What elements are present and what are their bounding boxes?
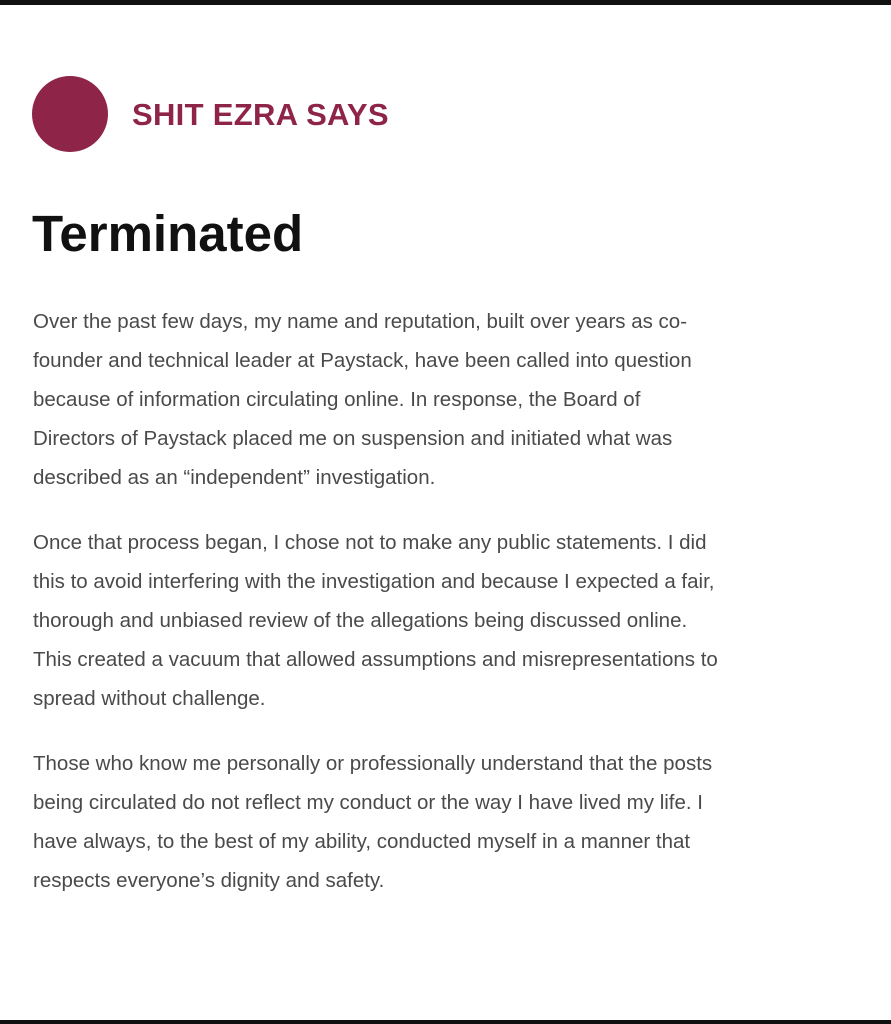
paragraph <box>33 302 875 497</box>
text-line: being circulated do not reflect my conduct or the way I have lived my life. I <box>33 791 703 814</box>
text-line: founder and technical leader at Paystack, have been called into question <box>33 349 692 372</box>
paragraph <box>33 744 875 900</box>
text-line: spread without challenge. <box>33 687 266 710</box>
post-title: Terminated <box>32 205 304 262</box>
text-line: because of information circulating online. In response, the Board of <box>33 388 641 411</box>
blog-name-link[interactable]: SHIT EZRA SAYS <box>132 96 389 132</box>
text-line: respects everyone’s dignity and safety. <box>33 869 385 892</box>
text-line: Over the past few days, my name and reputation, built over years as co- <box>33 310 688 333</box>
bottom-border <box>0 1020 891 1024</box>
paragraph <box>33 523 875 718</box>
blog-avatar[interactable] <box>32 76 108 152</box>
blog-header <box>32 75 389 153</box>
text-line: Once that process began, I chose not to make any public statements. I did <box>33 531 707 554</box>
text-line: thorough and unbiased review of the allegations being discussed online. <box>33 609 688 632</box>
post-body <box>33 302 875 926</box>
text-line: This created a vacuum that allowed assumptions and misrepresentations to <box>33 648 718 671</box>
text-line: described as an “independent” investigation. <box>33 466 436 489</box>
text-line: this to avoid interfering with the investigation and because I expected a fair, <box>33 570 715 593</box>
top-border <box>0 0 891 5</box>
text-line: Those who know me personally or professionally understand that the posts <box>33 752 713 775</box>
text-line: have always, to the best of my ability, conducted myself in a manner that <box>33 830 691 853</box>
text-line: Directors of Paystack placed me on suspension and initiated what was <box>33 427 673 450</box>
